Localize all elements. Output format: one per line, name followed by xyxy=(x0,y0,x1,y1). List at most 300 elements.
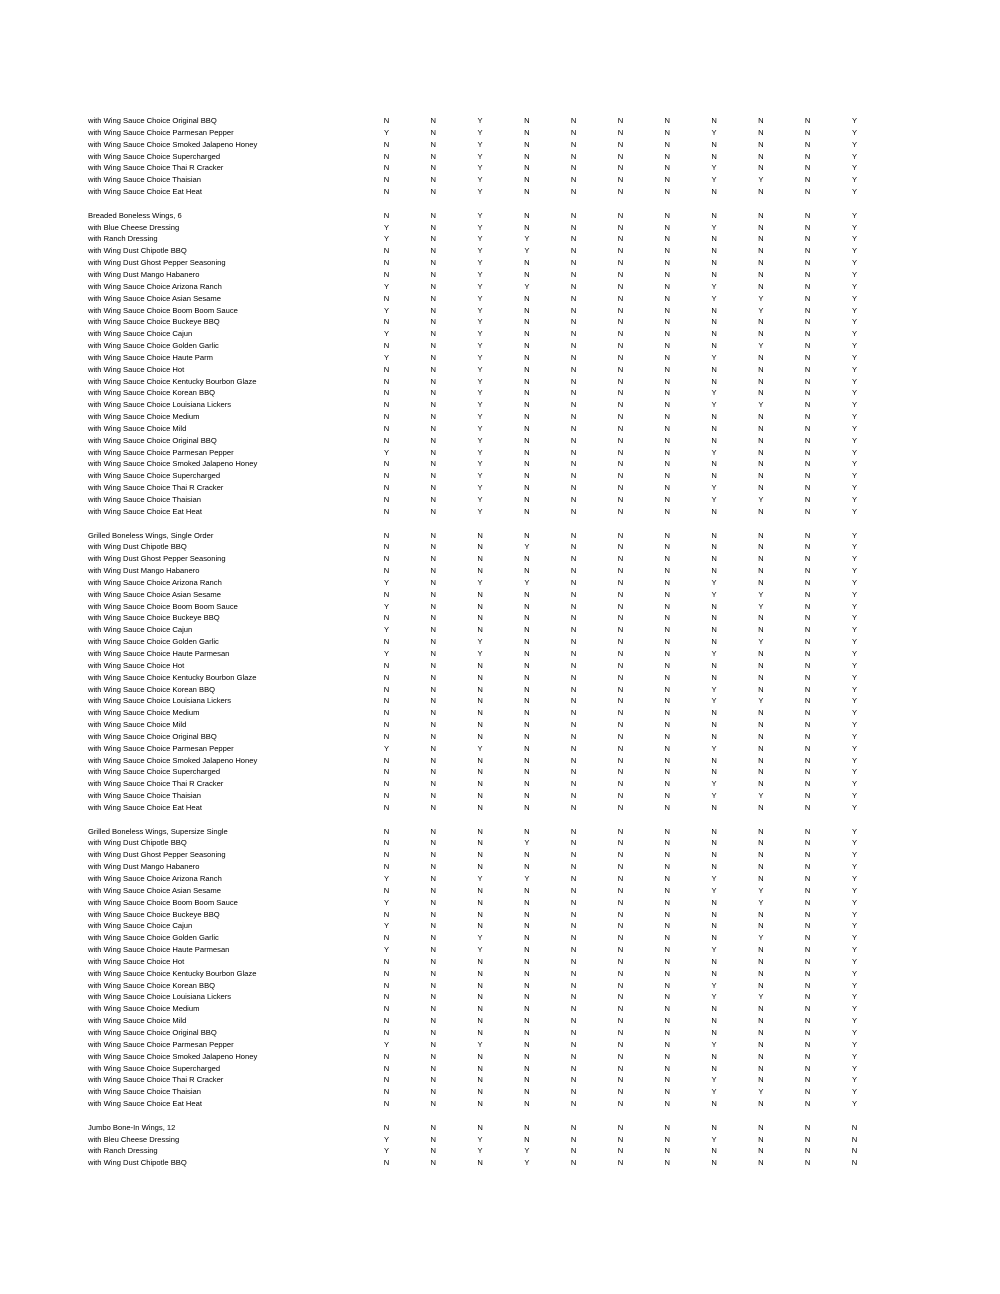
allergen-cell: N xyxy=(383,1016,390,1026)
allergen-cell: N xyxy=(758,577,764,587)
allergen-cell: Y xyxy=(711,163,717,173)
item-label: with Blue Cheese Dressing xyxy=(88,222,180,232)
allergen-cell: N xyxy=(664,791,670,801)
allergen-cell: N xyxy=(570,234,577,244)
allergen-cell: N xyxy=(758,329,764,339)
allergen-cell: N xyxy=(383,506,390,516)
allergen-cell: Y xyxy=(851,269,858,279)
allergen-cell: N xyxy=(804,281,811,291)
allergen-cell: N xyxy=(383,459,390,469)
allergen-cell: N xyxy=(524,802,530,812)
allergen-cell: N xyxy=(758,412,764,422)
allergen-cell: Y xyxy=(851,613,858,623)
allergen-cell: N xyxy=(617,483,624,493)
allergen-cell: Y xyxy=(851,696,858,706)
allergen-cell: Y xyxy=(477,151,483,161)
allergen-cell: N xyxy=(524,447,530,457)
allergen-cell: N xyxy=(430,1039,437,1049)
allergen-cell: N xyxy=(664,506,670,516)
allergen-cell: N xyxy=(430,933,437,943)
allergen-cell: N xyxy=(804,163,811,173)
allergen-cell: N xyxy=(383,850,390,860)
allergen-cell: N xyxy=(430,317,437,327)
allergen-cell: Y xyxy=(477,222,483,232)
allergen-cell: N xyxy=(430,885,437,895)
allergen-cell: N xyxy=(758,423,764,433)
item-label: with Wing Dust Ghost Pepper Seasoning xyxy=(88,258,226,268)
allergen-cell: Y xyxy=(851,708,858,718)
allergen-cell: N xyxy=(617,163,624,173)
allergen-cell: N xyxy=(711,921,717,931)
allergen-cell: Y xyxy=(477,743,483,753)
allergen-cell: N xyxy=(804,1122,811,1132)
allergen-cell: N xyxy=(664,589,670,599)
allergen-cell: N xyxy=(617,139,624,149)
allergen-cell: N xyxy=(524,1063,530,1073)
allergen-cell: N xyxy=(477,613,483,623)
allergen-cell: N xyxy=(617,151,624,161)
allergen-cell: N xyxy=(664,435,670,445)
allergen-cell: N xyxy=(430,1051,437,1061)
allergen-cell: N xyxy=(664,826,670,836)
allergen-cell: N xyxy=(383,495,390,504)
allergen-cell: N xyxy=(524,116,530,125)
allergen-cell: N xyxy=(711,850,717,860)
allergen-cell: N xyxy=(664,1099,670,1109)
allergen-cell: N xyxy=(477,968,483,978)
allergen-cell: N xyxy=(664,850,670,860)
allergen-cell: N xyxy=(711,1051,717,1061)
allergen-cell: N xyxy=(430,743,437,753)
allergen-cell: N xyxy=(617,293,624,303)
allergen-cell: N xyxy=(430,945,437,955)
allergen-cell: N xyxy=(570,613,577,623)
matrix-spacer-cell xyxy=(88,814,878,826)
table-row xyxy=(88,186,878,198)
allergen-cell: Y xyxy=(851,791,858,801)
table-row xyxy=(88,245,878,257)
allergen-cell: N xyxy=(570,187,577,197)
allergen-cell: N xyxy=(617,648,624,658)
table-row xyxy=(88,482,878,494)
allergen-cell: Y xyxy=(851,506,858,516)
allergen-cell: N xyxy=(664,412,670,422)
table-row xyxy=(88,506,878,518)
table-row xyxy=(88,293,878,305)
allergen-cell: N xyxy=(617,222,624,232)
allergen-cell: Y xyxy=(851,779,858,789)
allergen-cell: N xyxy=(383,293,390,303)
allergen-cell: N xyxy=(664,566,670,576)
allergen-cell: N xyxy=(617,542,624,552)
allergen-cell: N xyxy=(477,1087,483,1097)
allergen-cell: N xyxy=(664,1016,670,1026)
allergen-cell: N xyxy=(383,1158,390,1168)
item-label: with Wing Sauce Choice Thaisian xyxy=(88,791,201,801)
allergen-cell: Y xyxy=(477,210,483,220)
item-label: with Wing Sauce Choice Smoked Jalapeno Honey xyxy=(88,755,258,765)
item-label: Breaded Boneless Wings, 6 xyxy=(88,210,182,220)
allergen-cell: N xyxy=(570,945,577,955)
allergen-cell: N xyxy=(664,696,670,706)
allergen-cell: N xyxy=(711,613,717,623)
allergen-cell: N xyxy=(804,802,811,812)
allergen-cell: N xyxy=(804,471,811,481)
allergen-cell: Y xyxy=(477,412,483,422)
item-label: with Wing Sauce Choice Boom Boom Sauce xyxy=(88,601,238,611)
table-row xyxy=(88,837,878,849)
allergen-cell: N xyxy=(758,743,764,753)
allergen-cell: N xyxy=(570,483,577,493)
allergen-cell: N xyxy=(570,779,577,789)
allergen-cell: N xyxy=(758,648,764,658)
allergen-cell: N xyxy=(664,921,670,931)
allergen-cell: N xyxy=(524,1122,530,1132)
allergen-cell: N xyxy=(617,127,624,137)
allergen-cell: N xyxy=(430,483,437,493)
allergen-cell: Y xyxy=(851,731,858,741)
table-row xyxy=(88,991,878,1003)
allergen-cell: N xyxy=(711,210,717,220)
allergen-cell: N xyxy=(664,139,670,149)
allergen-cell: N xyxy=(617,945,624,955)
allergen-cell: N xyxy=(430,116,437,125)
table-row xyxy=(88,565,878,577)
allergen-cell: N xyxy=(758,672,764,682)
allergen-cell: N xyxy=(804,495,811,504)
allergen-cell: Y xyxy=(851,483,858,493)
allergen-cell: N xyxy=(804,708,811,718)
allergen-cell: N xyxy=(570,1099,577,1109)
allergen-cell: Y xyxy=(758,897,764,907)
table-row xyxy=(88,778,878,790)
allergen-cell: N xyxy=(570,625,577,635)
allergen-cell: N xyxy=(664,909,670,919)
allergen-cell: N xyxy=(570,423,577,433)
item-label: with Wing Sauce Choice Hot xyxy=(88,956,185,966)
allergen-cell: N xyxy=(711,376,717,386)
allergen-cell: Y xyxy=(383,305,390,315)
allergen-cell: N xyxy=(664,1087,670,1097)
item-label: with Wing Sauce Choice Haute Parmesan xyxy=(88,945,230,955)
allergen-cell: N xyxy=(758,862,764,872)
allergen-cell: Y xyxy=(711,495,717,504)
allergen-cell: Y xyxy=(524,1158,530,1168)
allergen-cell: N xyxy=(430,779,437,789)
item-label: with Wing Dust Chipotle BBQ xyxy=(88,838,187,848)
item-label: with Wing Dust Ghost Pepper Seasoning xyxy=(88,554,226,564)
allergen-cell: N xyxy=(711,731,717,741)
allergen-cell: Y xyxy=(851,246,858,256)
allergen-cell: N xyxy=(383,1122,390,1132)
allergen-cell: N xyxy=(570,755,577,765)
allergen-cell: N xyxy=(383,435,390,445)
allergen-cell: N xyxy=(430,1016,437,1026)
allergen-cell: N xyxy=(617,435,624,445)
allergen-cell: N xyxy=(524,506,530,516)
item-label: with Wing Sauce Choice Thai R Cracker xyxy=(88,1075,224,1085)
table-row xyxy=(88,1015,878,1027)
allergen-cell: N xyxy=(383,909,390,919)
allergen-cell: Y xyxy=(851,933,858,943)
allergen-cell: N xyxy=(617,566,624,576)
allergen-cell: N xyxy=(430,921,437,931)
allergen-cell: N xyxy=(758,151,764,161)
allergen-cell: N xyxy=(664,779,670,789)
allergen-cell: N xyxy=(804,246,811,256)
allergen-cell: Y xyxy=(851,755,858,765)
allergen-cell: Y xyxy=(851,530,858,540)
item-label: with Wing Sauce Choice Medium xyxy=(88,412,200,422)
allergen-cell: N xyxy=(570,495,577,504)
allergen-cell: N xyxy=(524,293,530,303)
allergen-cell: N xyxy=(804,175,811,185)
allergen-cell: N xyxy=(758,909,764,919)
allergen-cell: N xyxy=(804,376,811,386)
item-label: with Wing Sauce Choice Korean BBQ xyxy=(88,684,216,694)
allergen-cell: N xyxy=(711,909,717,919)
allergen-cell: N xyxy=(617,1039,624,1049)
allergen-cell: N xyxy=(570,566,577,576)
allergen-cell: N xyxy=(570,139,577,149)
allergen-cell: N xyxy=(570,637,577,647)
allergen-cell: N xyxy=(804,601,811,611)
item-label: with Wing Sauce Choice Parmesan Pepper xyxy=(88,127,234,137)
matrix-spacer-cell xyxy=(88,518,878,530)
allergen-cell: N xyxy=(570,305,577,315)
allergen-cell: N xyxy=(477,589,483,599)
allergen-cell: N xyxy=(804,1075,811,1085)
allergen-cell: N xyxy=(430,175,437,185)
allergen-cell: Y xyxy=(711,743,717,753)
allergen-cell: Y xyxy=(851,802,858,812)
allergen-cell: N xyxy=(617,755,624,765)
matrix-spacer-cell xyxy=(88,1110,878,1122)
allergen-cell: N xyxy=(804,625,811,635)
table-row xyxy=(88,553,878,565)
allergen-cell: N xyxy=(430,151,437,161)
allergen-cell: N xyxy=(758,779,764,789)
allergen-cell: N xyxy=(570,364,577,374)
allergen-cell: N xyxy=(711,530,717,540)
allergen-cell: Y xyxy=(711,684,717,694)
allergen-cell: N xyxy=(524,767,530,777)
item-label: with Wing Sauce Choice Arizona Ranch xyxy=(88,577,222,587)
allergen-cell: Y xyxy=(383,234,390,244)
allergen-cell: N xyxy=(617,696,624,706)
allergen-cell: N xyxy=(758,1004,764,1014)
allergen-cell: Y xyxy=(477,341,483,351)
allergen-cell: N xyxy=(711,269,717,279)
allergen-cell: N xyxy=(430,684,437,694)
table-row xyxy=(88,435,878,447)
allergen-cell: Y xyxy=(477,447,483,457)
allergen-cell: Y xyxy=(383,921,390,931)
allergen-cell: Y xyxy=(758,885,764,895)
allergen-cell: N xyxy=(524,352,530,362)
allergen-cell: N xyxy=(570,992,577,1002)
allergen-cell: N xyxy=(804,779,811,789)
table-row xyxy=(88,1086,878,1098)
allergen-cell: N xyxy=(477,1075,483,1085)
allergen-cell: Y xyxy=(711,447,717,457)
allergen-cell: N xyxy=(524,1051,530,1061)
allergen-cell: N xyxy=(711,151,717,161)
allergen-cell: N xyxy=(711,554,717,564)
allergen-cell: N xyxy=(430,447,437,457)
allergen-cell: N xyxy=(804,1099,811,1109)
allergen-cell: Y xyxy=(851,459,858,469)
allergen-cell: Y xyxy=(383,601,390,611)
allergen-cell: N xyxy=(617,269,624,279)
allergen-cell: N xyxy=(430,968,437,978)
item-label: with Wing Sauce Choice Medium xyxy=(88,708,200,718)
allergen-cell: N xyxy=(570,589,577,599)
allergen-cell: N xyxy=(430,826,437,836)
allergen-cell: N xyxy=(804,210,811,220)
item-label: with Wing Sauce Choice Haute Parm xyxy=(88,352,213,362)
allergen-cell: N xyxy=(758,1039,764,1049)
allergen-cell: N xyxy=(383,139,390,149)
allergen-cell: Y xyxy=(477,1146,483,1156)
allergen-cell: N xyxy=(477,921,483,931)
allergen-cell: N xyxy=(664,874,670,883)
allergen-cell: N xyxy=(477,672,483,682)
allergen-cell: N xyxy=(430,423,437,433)
allergen-cell: N xyxy=(804,577,811,587)
table-row xyxy=(88,766,878,778)
allergen-cell: N xyxy=(758,660,764,670)
allergen-cell: N xyxy=(711,258,717,268)
allergen-cell: N xyxy=(477,684,483,694)
allergen-cell: N xyxy=(711,1016,717,1026)
allergen-cell: N xyxy=(617,720,624,730)
allergen-cell: N xyxy=(430,471,437,481)
item-label: with Wing Sauce Choice Arizona Ranch xyxy=(88,281,222,291)
allergen-cell: Y xyxy=(711,577,717,587)
allergen-cell: N xyxy=(477,909,483,919)
allergen-cell: N xyxy=(664,838,670,848)
allergen-cell: N xyxy=(617,1051,624,1061)
allergen-cell: N xyxy=(524,660,530,670)
allergen-cell: Y xyxy=(477,305,483,315)
allergen-cell: N xyxy=(664,637,670,647)
allergen-cell: N xyxy=(430,139,437,149)
table-row xyxy=(88,257,878,269)
allergen-cell: N xyxy=(524,980,530,990)
matrix-spacer-cell xyxy=(88,198,878,210)
allergen-cell: Y xyxy=(758,791,764,801)
allergen-cell: N xyxy=(430,613,437,623)
allergen-cell: N xyxy=(383,1099,390,1109)
allergen-cell: N xyxy=(570,1122,577,1132)
allergen-cell: N xyxy=(617,684,624,694)
allergen-cell: N xyxy=(804,187,811,197)
allergen-cell: N xyxy=(664,341,670,351)
table-row xyxy=(88,719,878,731)
allergen-cell: Y xyxy=(711,696,717,706)
allergen-cell: N xyxy=(383,542,390,552)
table-row xyxy=(88,826,878,838)
table-row xyxy=(88,695,878,707)
allergen-cell: N xyxy=(383,708,390,718)
allergen-cell: N xyxy=(804,589,811,599)
allergen-cell: Y xyxy=(851,258,858,268)
allergen-cell: Y xyxy=(851,341,858,351)
allergen-cell: N xyxy=(617,767,624,777)
allergen-cell: N xyxy=(664,317,670,327)
allergen-cell: N xyxy=(383,1027,390,1037)
allergen-cell: N xyxy=(570,447,577,457)
allergen-cell: N xyxy=(570,933,577,943)
table-row xyxy=(88,790,878,802)
allergen-cell: N xyxy=(430,459,437,469)
allergen-cell: N xyxy=(711,364,717,374)
allergen-cell: Y xyxy=(851,495,858,504)
allergen-cell: N xyxy=(524,459,530,469)
allergen-cell: Y xyxy=(851,554,858,564)
item-label: with Wing Sauce Choice Eat Heat xyxy=(88,506,202,516)
allergen-cell: N xyxy=(430,412,437,422)
allergen-cell: Y xyxy=(477,471,483,481)
allergen-cell: N xyxy=(524,1075,530,1085)
allergen-cell: N xyxy=(524,151,530,161)
allergen-cell: N xyxy=(617,708,624,718)
allergen-cell: N xyxy=(711,838,717,848)
allergen-cell: N xyxy=(524,826,530,836)
allergen-cell: N xyxy=(570,1004,577,1014)
allergen-cell: Y xyxy=(711,352,717,362)
allergen-cell: N xyxy=(570,317,577,327)
allergen-cell: N xyxy=(711,423,717,433)
item-label: with Wing Sauce Choice Thaisian xyxy=(88,1087,201,1097)
allergen-cell: N xyxy=(524,637,530,647)
allergen-cell: Y xyxy=(851,317,858,327)
item-label: with Wing Sauce Choice Thaisian xyxy=(88,495,201,504)
allergen-cell: N xyxy=(524,708,530,718)
allergen-cell: Y xyxy=(477,317,483,327)
allergen-cell: N xyxy=(570,388,577,398)
item-label: with Wing Sauce Choice Parmesan Pepper xyxy=(88,743,234,753)
allergen-cell: N xyxy=(524,435,530,445)
item-label: with Wing Dust Mango Habanero xyxy=(88,862,200,872)
allergen-cell: Y xyxy=(711,1134,717,1144)
allergen-cell: N xyxy=(383,672,390,682)
allergen-cell: N xyxy=(804,139,811,149)
allergen-cell: N xyxy=(524,731,530,741)
allergen-cell: N xyxy=(524,625,530,635)
allergen-cell: N xyxy=(664,471,670,481)
allergen-cell: N xyxy=(430,862,437,872)
allergen-cell: N xyxy=(477,1158,483,1168)
item-label: with Wing Sauce Choice Smoked Jalapeno Honey xyxy=(88,139,258,149)
allergen-cell: N xyxy=(758,956,764,966)
allergen-cell: N xyxy=(804,388,811,398)
allergen-cell: Y xyxy=(711,281,717,291)
allergen-cell: Y xyxy=(383,625,390,635)
item-label: with Wing Dust Chipotle BBQ xyxy=(88,542,187,552)
allergen-cell: N xyxy=(664,388,670,398)
allergen-cell: N xyxy=(711,767,717,777)
allergen-cell: N xyxy=(804,945,811,955)
allergen-cell: N xyxy=(711,637,717,647)
item-label: with Wing Sauce Choice Kentucky Bourbon Glaze xyxy=(88,672,257,682)
allergen-cell: Y xyxy=(851,1016,858,1026)
allergen-cell: Y xyxy=(851,767,858,777)
allergen-cell: Y xyxy=(477,139,483,149)
allergen-cell: N xyxy=(477,885,483,895)
allergen-cell: Y xyxy=(711,222,717,232)
